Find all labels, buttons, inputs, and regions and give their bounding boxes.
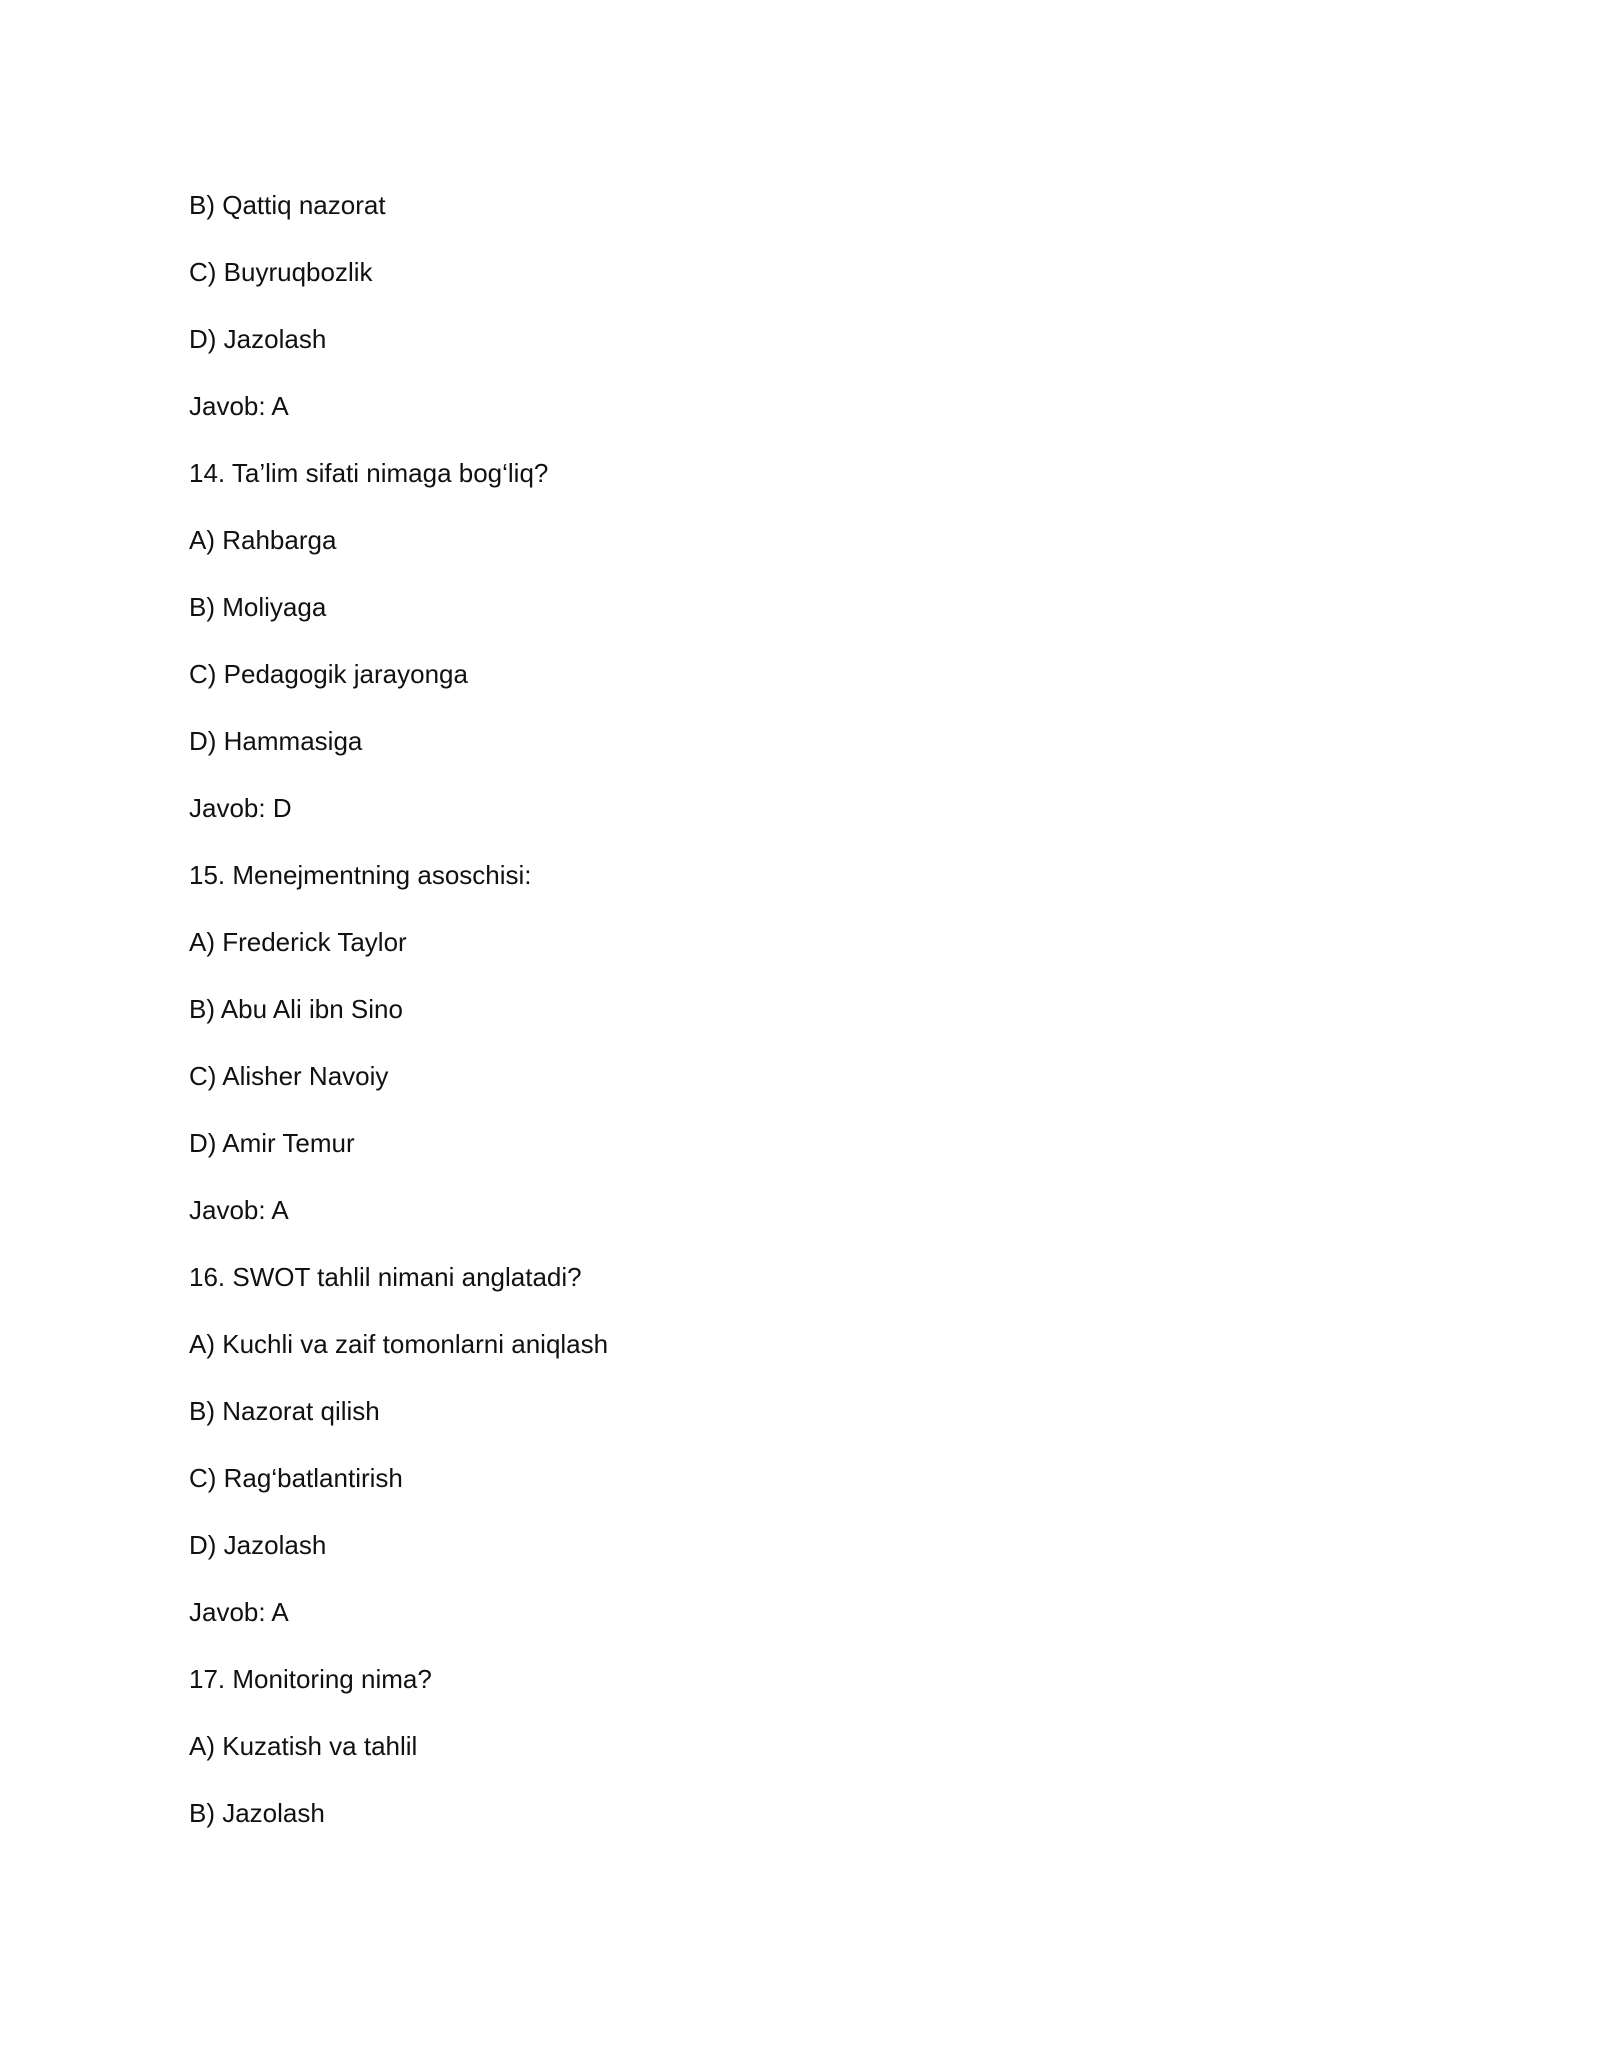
question-line: 16. SWOT tahlil nimani anglatadi? bbox=[189, 1262, 582, 1292]
option-line: B) Jazolash bbox=[189, 1798, 325, 1828]
option-line: D) Amir Temur bbox=[189, 1128, 355, 1158]
answer-line: Javob: D bbox=[189, 793, 292, 823]
option-line: B) Nazorat qilish bbox=[189, 1396, 380, 1426]
option-line: D) Jazolash bbox=[189, 1530, 327, 1560]
option-line: C) Pedagogik jarayonga bbox=[189, 659, 468, 689]
answer-line: Javob: A bbox=[189, 1195, 289, 1225]
option-line: A) Kuzatish va tahlil bbox=[189, 1731, 418, 1761]
option-line: B) Moliyaga bbox=[189, 592, 327, 622]
option-line: C) Buyruqbozlik bbox=[189, 257, 373, 287]
question-line: 14. Ta’lim sifati nimaga bog‘liq? bbox=[189, 458, 549, 488]
option-line: C) Alisher Navoiy bbox=[189, 1061, 389, 1091]
option-line: B) Abu Ali ibn Sino bbox=[189, 994, 403, 1024]
question-line: 15. Menejmentning asoschisi: bbox=[189, 860, 532, 890]
option-line: D) Jazolash bbox=[189, 324, 327, 354]
option-line: A) Frederick Taylor bbox=[189, 927, 407, 957]
option-line: D) Hammasiga bbox=[189, 726, 363, 756]
option-line: C) Rag‘batlantirish bbox=[189, 1463, 403, 1493]
option-line: B) Qattiq nazorat bbox=[189, 190, 386, 220]
option-line: A) Rahbarga bbox=[189, 525, 337, 555]
answer-line: Javob: A bbox=[189, 1597, 289, 1627]
option-line: A) Kuchli va zaif tomonlarni aniqlash bbox=[189, 1329, 609, 1359]
question-line: 17. Monitoring nima? bbox=[189, 1664, 432, 1694]
answer-line: Javob: A bbox=[189, 391, 289, 421]
